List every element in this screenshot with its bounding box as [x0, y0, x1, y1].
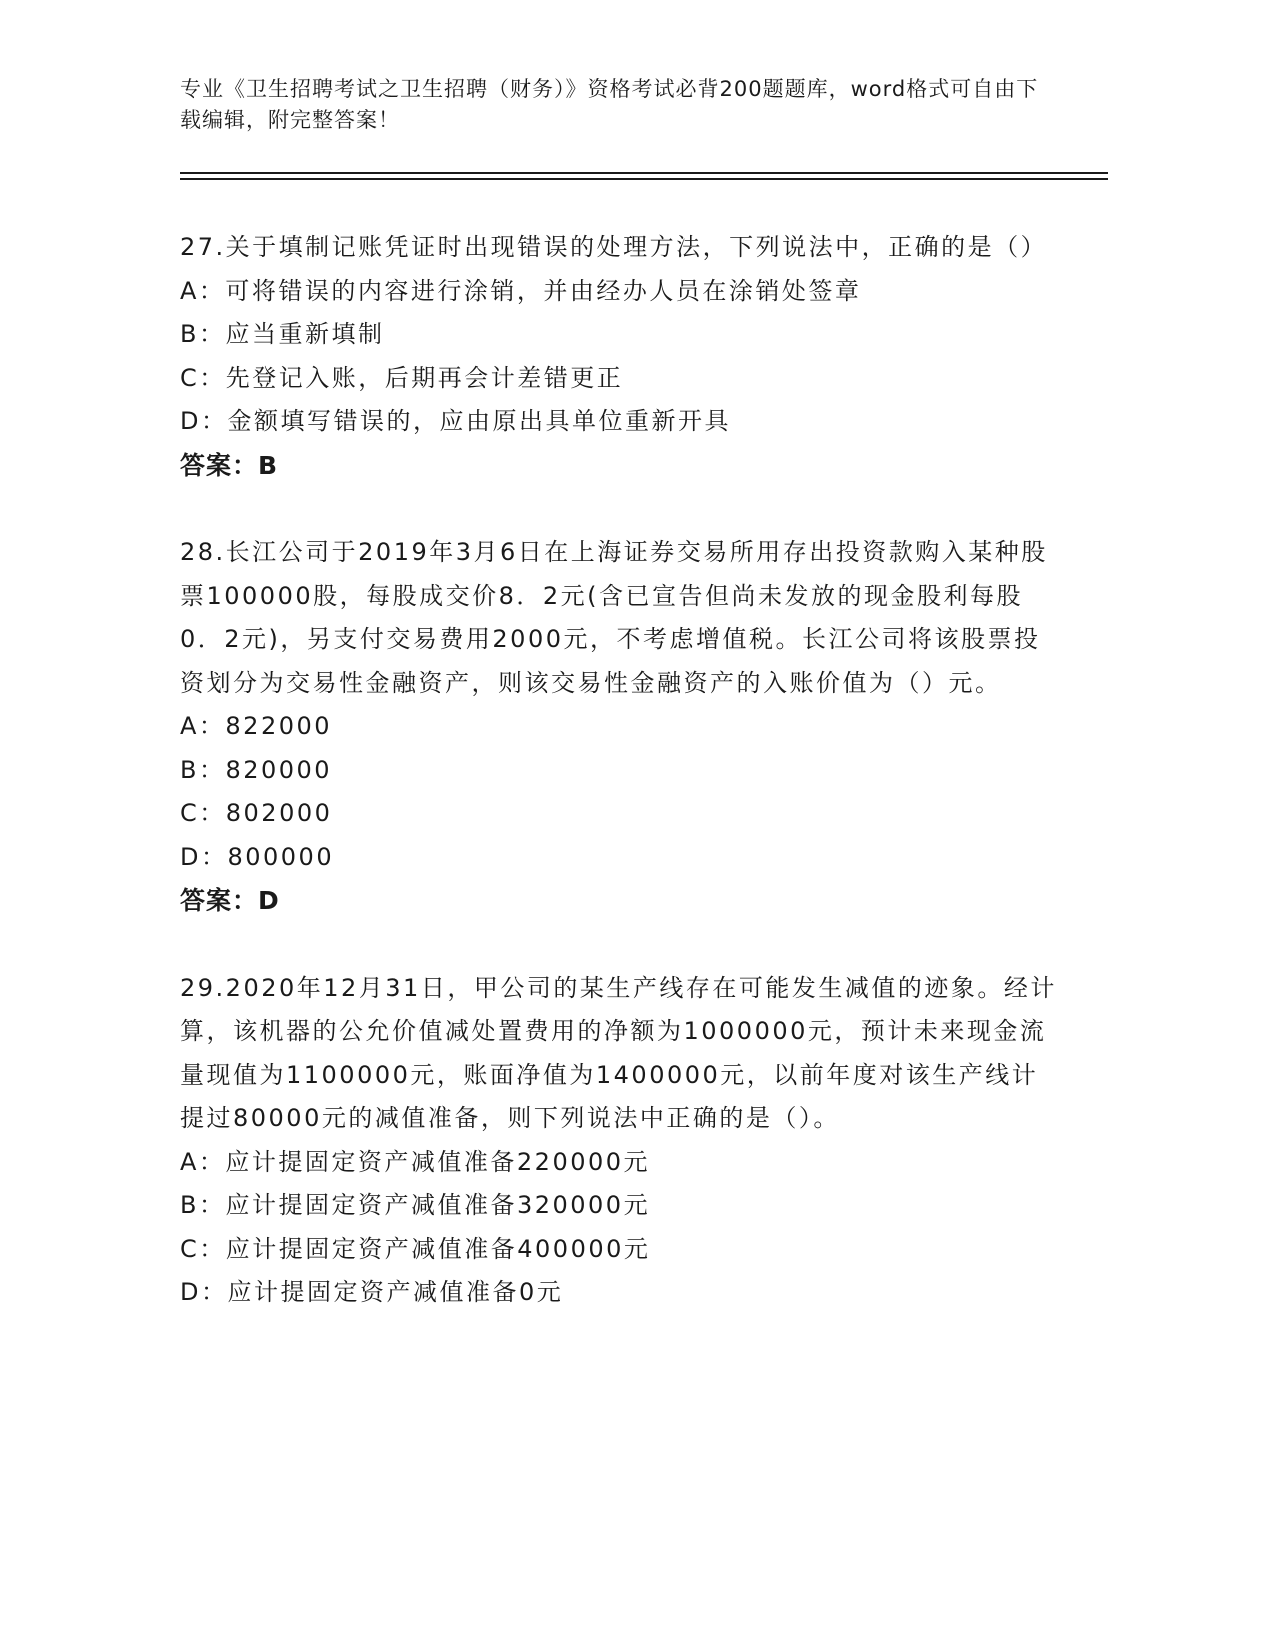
option-b: B：应计提固定资产减值准备320000元 — [180, 1191, 651, 1219]
question-27 — [180, 226, 1060, 487]
option-b: B：应当重新填制 — [180, 320, 385, 348]
option-a: A：822000 — [180, 712, 333, 740]
option-c: C：应计提固定资产减值准备400000元 — [180, 1234, 651, 1263]
option-a: A：应计提固定资产减值准备220000元 — [180, 1147, 651, 1176]
answer-label: 答案：B — [180, 450, 279, 480]
option-d: D：800000 — [180, 842, 335, 871]
option-b: B：820000 — [180, 755, 333, 784]
question-text: 27.关于填制记账凭证时出现错误的处理方法，下列说法中，正确的是（） — [180, 233, 1048, 261]
question-text: 28.长江公司于2019年3月6日在上海证券交易所用存出投资款购入某种股票100000股，每股成交价8．2元(含已宣告但尚未发放的现金股利每股0．2元)，另支付交易费用2000元，不考虑增值税。长江公司将该股票投资划分为交易性金融资产，则该交易性金融资产的入账价值为（）元。 — [180, 538, 1048, 697]
question-list — [180, 226, 1060, 1359]
option-a: A：可将错误的内容进行涂销，并由经办人员在涂销处签章 — [180, 276, 862, 305]
answer-label: 答案：D — [180, 886, 280, 915]
header-divider-top — [180, 172, 1108, 174]
question-29 — [180, 967, 1060, 1315]
header-divider-bottom — [180, 178, 1108, 180]
question-28 — [180, 531, 1060, 923]
option-d: D：应计提固定资产减值准备0元 — [180, 1278, 564, 1306]
question-text: 29.2020年12月31日，甲公司的某生产线存在可能发生减值的迹象。经计算，该机器的公允价值减处置费用的净额为1000000元，预计未来现金流量现值为1100000元，账面净值为1400000元，以前年度对该生产线计提过80000元的减值准备，则下列说法中正确的是（）。 — [180, 973, 1057, 1132]
document-header: 专业《卫生招聘考试之卫生招聘（财务）》资格考试必背200题题库，word格式可自由下载编辑，附完整答案！ — [180, 77, 1039, 132]
option-c: C：802000 — [180, 799, 333, 827]
option-c: C：先登记入账，后期再会计差错更正 — [180, 363, 624, 392]
option-d: D：金额填写错误的，应由原出具单位重新开具 — [180, 407, 731, 435]
